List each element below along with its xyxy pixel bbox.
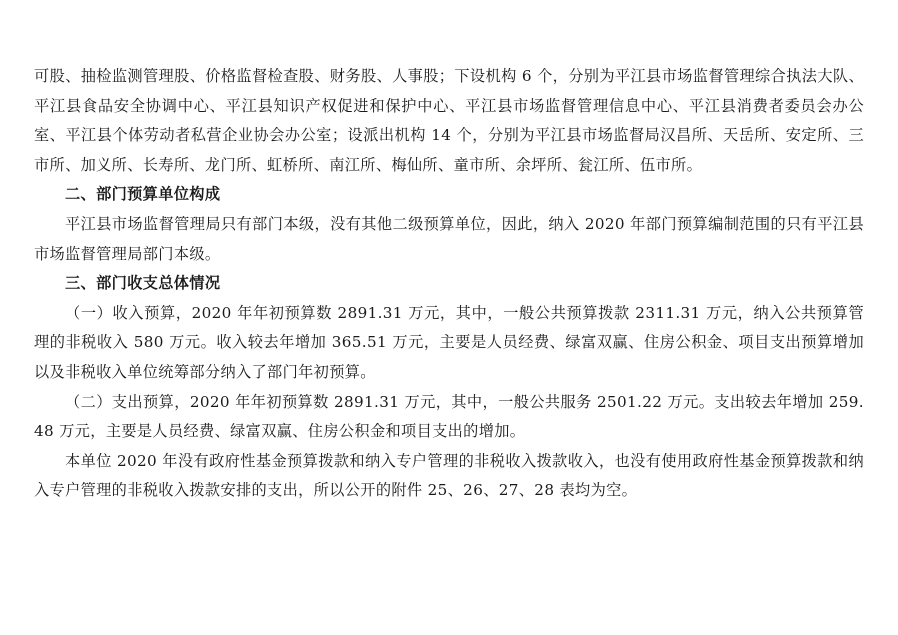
paragraph-institutions: 可股、抽检监测管理股、价格监督检查股、财务股、人事股；下设机构 6 个，分别为平江县市场监督管理综合执法大队、平江县食品安全协调中心、平江县知识产权促进和保护中心、平江县市场监督管理信息中心、平江县消费者委员会办公室、平江县个体劳动者私营企业协会办公室；设派出机构 14 个，分别为平江县市场监督局汉昌所、天岳所、安定所、三市所、加义所、长寿所、龙门所、虹桥所、南江所、梅仙所、童市所、余坪所、瓮江所、伍市所。 bbox=[34, 67, 864, 174]
section-heading-budget-units: 二、部门预算单位构成 bbox=[65, 185, 221, 204]
document-body bbox=[34, 62, 864, 506]
paragraph-expenditure-budget: （二）支出预算，2020 年年初预算数 2891.31 万元，其中，一般公共服务 2501.22 万元。支出较去年增加 259.48 万元，主要是人员经费、绿富双赢、住房公积金和项目支出的增加。 bbox=[34, 392, 864, 441]
paragraph-revenue-budget: （一）收入预算，2020 年年初预算数 2891.31 万元，其中，一般公共预算拨款 2311.31 万元，纳入公共预算管理的非税收入 580 万元。收入较去年增加 365.51 万元，主要是人员经费、绿富双赢、住房公积金、项目支出预算增加以及非税收入单位统筹部分纳入了部门年初预算。 bbox=[34, 303, 864, 381]
paragraph-budget-units: 平江县市场监督管理局只有部门本级，没有其他二级预算单位，因此，纳入 2020 年部门预算编制范围的只有平江县市场监督管理局部门本级。 bbox=[34, 214, 864, 263]
paragraph-government-funds: 本单位 2020 年没有政府性基金预算拨款和纳入专户管理的非税收入拨款收入，也没有使用政府性基金预算拨款和纳入专户管理的非税收入拨款安排的支出，所以公开的附件 25、26、27、28 表均为空。 bbox=[34, 451, 864, 500]
section-heading-revenue-expenditure: 三、部门收支总体情况 bbox=[65, 274, 221, 293]
